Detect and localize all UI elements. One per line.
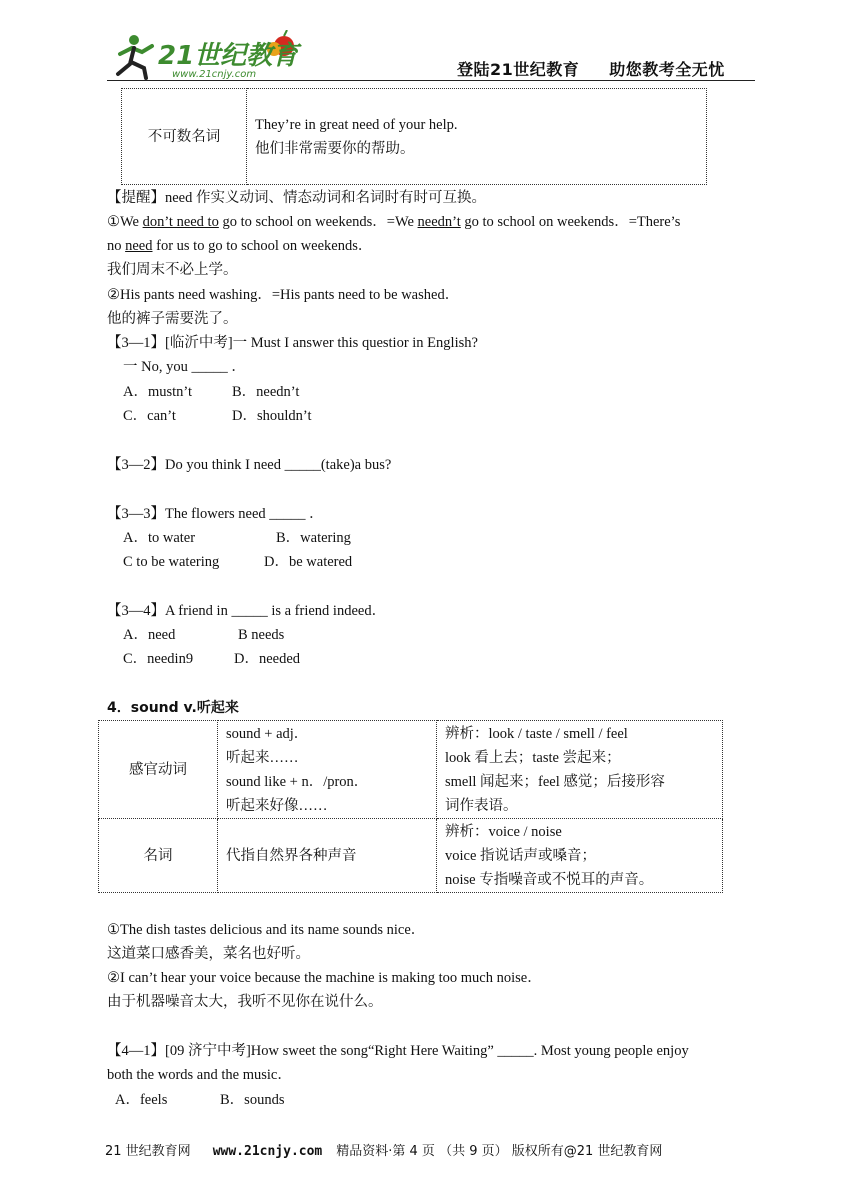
example-4-1: ①The dish tastes delicious and its name sounds nice． xyxy=(107,922,426,938)
exercise-3-4-question: 【3—4】A friend in _____ is a friend indeed． xyxy=(107,603,387,619)
running-figure-icon xyxy=(118,35,152,78)
tip-example-1-cont xyxy=(107,234,372,258)
tip-text: go to school on weekends．=There’s xyxy=(460,214,681,230)
need-noun-table xyxy=(121,88,707,185)
exercise-3-1-question: 【3—1】[临沂中考]一 Must I answer this questior in English? xyxy=(107,335,478,351)
table2-row1-note-line: smell 闻起来；feel 感觉；后接形容 xyxy=(445,773,665,790)
table1-example xyxy=(247,89,707,185)
tip-example-2: ②His pants need washing．=His pants need to be washed． xyxy=(107,287,460,303)
table2-row1-usage-line: 听起来…… xyxy=(226,749,299,766)
exercise-4-1-option-a: A．feels xyxy=(115,1092,168,1108)
tip-underline: need xyxy=(125,238,153,254)
svg-text:21世纪教育: 21世纪教育 xyxy=(158,41,299,71)
table2-row1-usage-line: 听起来好像…… xyxy=(226,797,328,814)
example-4-2-translation: 由于机器噪音太大，我听不见你在说什么。 xyxy=(107,994,383,1010)
exercise-3-2-question: 【3—2】Do you think I need _____(take)a bus? xyxy=(107,457,392,473)
table2-row1-usage xyxy=(218,721,437,819)
tip-text: ①We xyxy=(107,214,143,230)
slogan-right: 助您教考全无忧 xyxy=(609,60,725,79)
exercise-3-4-option-b: B needs xyxy=(238,627,285,643)
table2-row1-note-line: 辨析：look / taste / smell / feel xyxy=(445,725,628,742)
exercise-4-1-option-b: B．sounds xyxy=(220,1092,285,1108)
tip-text: no xyxy=(107,238,126,254)
exercise-3-1-option-a: A．mustn’t xyxy=(123,384,193,400)
table2-row1-note-line: 词作表语。 xyxy=(445,797,518,814)
exercise-3-1-option-b: B．needn’t xyxy=(232,384,300,400)
tip-translation-2: 他的裤子需要洗了。 xyxy=(107,311,238,327)
exercise-3-3-option-c: C to be watering xyxy=(123,554,220,570)
exercise-3-4-option-c: C．needin9 xyxy=(123,651,194,667)
exercise-3-3-question: 【3—3】The flowers need _____ ． xyxy=(107,506,324,522)
table2-row2-note-line: noise 专指噪音或不悦耳的声音。 xyxy=(445,871,654,888)
table1-label: 不可数名词 xyxy=(122,89,247,185)
exercise-3-3-option-d: D．be watered xyxy=(264,554,353,570)
tip-heading: 【提醒】need 作实义动词、情态动词和名词时有时可互换。 xyxy=(107,190,486,206)
exercise-3-3-option-a: A．to water xyxy=(123,530,196,546)
tip-underline: needn’t xyxy=(417,214,461,230)
tip-translation-1: 我们周末不必上学。 xyxy=(107,262,238,278)
svg-text:www.21cnjy.com: www.21cnjy.com xyxy=(172,69,257,80)
table2-row1-note-line: look 看上去；taste 尝起来； xyxy=(445,749,621,766)
table2-row1-note xyxy=(437,721,723,819)
table1-example-zh: 他们非常需要你的帮助。 xyxy=(255,140,415,157)
table2-row2-note-line: 辨析：voice / noise xyxy=(445,823,562,840)
site-logo xyxy=(112,30,312,82)
tip-underline: don’t need to xyxy=(142,214,219,230)
footer-left: 21 世纪教育网 xyxy=(105,1144,191,1159)
slogan-left: 登陆21世纪教育 xyxy=(457,60,580,79)
tip-text: go to school on weekends．=We xyxy=(218,214,418,230)
exercise-4-1-question-cont: both the words and the music． xyxy=(107,1067,292,1083)
section-4-title: 4．sound v.听起来 xyxy=(107,700,239,716)
exercise-3-4-option-a: A．need xyxy=(123,627,176,643)
table2-row2-usage: 代指自然界各种声音 xyxy=(218,819,437,893)
tip-example-1 xyxy=(107,210,680,234)
page-footer xyxy=(105,1140,662,1159)
tip-text: for us to go to school on weekends． xyxy=(152,238,373,254)
example-4-1-translation: 这道菜口感香美，菜名也好听。 xyxy=(107,946,310,962)
exercise-3-1-answer-line: 一 No, you _____ ． xyxy=(123,359,246,375)
table2-row1-label: 感官动词 xyxy=(99,721,218,819)
header-rule xyxy=(107,80,755,81)
table2-row2-note xyxy=(437,819,723,893)
exercise-3-4-option-d: D．needed xyxy=(234,651,301,667)
table1-example-en: They’re in great need of your help. xyxy=(255,116,458,133)
exercise-3-1-option-c: C．can’t xyxy=(123,408,176,424)
footer-page-info: 精品资料·第 4 页 （共 9 页） 版权所有@21 世纪教育网 xyxy=(336,1144,663,1159)
header-slogan xyxy=(457,57,725,80)
footer-site-link[interactable]: www.21cnjy.com xyxy=(212,1144,323,1159)
example-4-2: ②I can’t hear your voice because the machine is making too much noise． xyxy=(107,970,542,986)
table2-row2-label: 名词 xyxy=(99,819,218,893)
exercise-3-1-option-d: D．shouldn’t xyxy=(232,408,312,424)
table2-row2-note-line: voice 指说话声或嗓音； xyxy=(445,847,597,864)
table2-row1-usage-line: sound like + n．/pron． xyxy=(226,773,369,790)
sound-usage-table xyxy=(98,720,723,893)
exercise-3-3-option-b: B．watering xyxy=(276,530,351,546)
exercise-4-1-question: 【4—1】[09 济宁中考]How sweet the song“Right Here Waiting” _____. Most young people enjoy xyxy=(107,1043,689,1059)
table2-row1-usage-line: sound + adj． xyxy=(226,725,309,742)
